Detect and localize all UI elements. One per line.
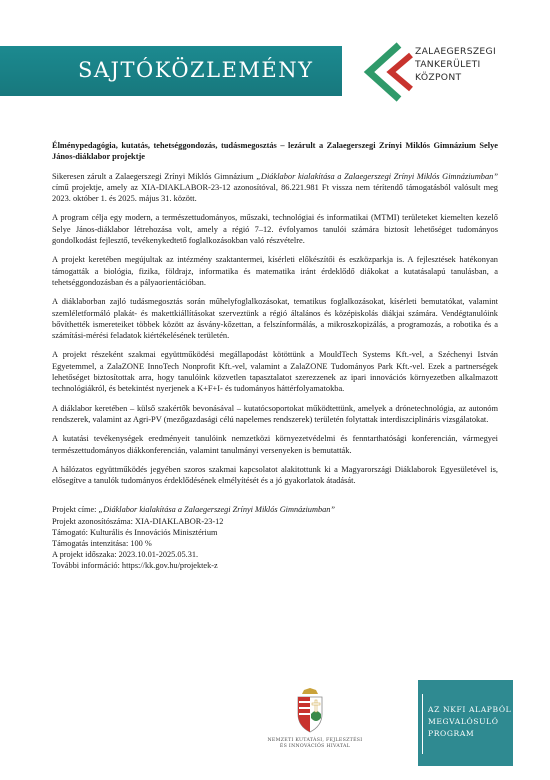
ministry-name	[240, 738, 390, 750]
page-title: SAJTÓKÖZLEMÉNY	[78, 58, 314, 82]
badge-line-3: PROGRAM	[428, 729, 475, 738]
project-metadata	[52, 504, 498, 571]
meta-period: A projekt időszaka: 2023.10.01-2025.05.31.	[52, 550, 199, 560]
intro-text-start: Sikeresen zárult a Zalaegerszegi Zrínyi Miklós Gimnázium	[52, 171, 257, 181]
meta-project-title	[52, 504, 498, 515]
paragraph: A diáklaborban zajló tudásmegosztás során műhelyfoglalkozásokat, tematikus foglalkozásokat, kísérleti bemutatókat, valamint szemléletformáló plakát- és makettkiállításokat szerveztünk a régió általános és középiskolás diákjai számára. Vendégtanulóink bővíthették ismereteiket többek között az ásvány-kőzettan, a felszínformálás, a mikroszkopizálás, a programozás, a robotika és a számítási-mérési feladatok kiértékelésének területén.	[52, 297, 498, 341]
logo-line-2: TANKERÜLETI	[415, 59, 481, 70]
organization-logo-text	[415, 45, 496, 84]
paragraph: A kutatási tevékenységek eredményeit tanulóink nemzetközi környezetvédelmi és fenntarthatósági konferencián, vármegyei természettudományos diákkonferencián, valamint tanulmányi versenyeken is bemutatták.	[52, 434, 498, 455]
ministry-line-2: ÉS INNOVÁCIÓS HIVATAL	[279, 744, 351, 749]
logo-line-3: KÖZPONT	[415, 72, 462, 83]
paragraph: A hálózatos együttműködés jegyében szoros szakmai kapcsolatot alakitottunk ki a Magyarországi Diáklaborok Egyesületével is, elősegítve a tanulók tudományos érdeklődésének elmélyítését és a jó gyakorlatok átadását.	[52, 464, 498, 486]
header	[0, 0, 550, 138]
logo-line-1: ZALAEGERSZEGI	[415, 46, 496, 57]
meta-more-info-link[interactable]: További információ: https://kk.gov.hu/projektek-z	[52, 561, 218, 571]
meta-value: „Diáklabor kialakítása a Zalaegerszegi Zrínyi Miklós Gimnáziumban”	[98, 505, 336, 515]
paragraph: A projekt keretében megújultak az intézmény szaktantermei, kísérleti előkészítői és eszközparkja is. A fejlesztések hatékonyan támogatták a biológia, fizika, földrajz, informatika és matematika iránt érdeklődő diákokat a kutatásalapú tanulásban, a tehetséggondozásban és a pályaorientációban.	[52, 255, 498, 287]
ministry-logo	[240, 688, 390, 768]
badge-divider	[422, 694, 423, 754]
badge-line-2: MEGVALÓSULÓ	[428, 717, 499, 726]
badge-text	[428, 704, 511, 740]
paragraph: A projekt részeként szakmai együttműködési megállapodást kötöttünk a MouldTech Systems Kft.-vel, a Széchenyi István Egyetemmel, a ZalaZONE InnoTech Nonprofit Kft.-vel, valamint a ZalaZONE Tudományos Park Kft.-vel. Ezek a partnerségek lehetőséget biztosítottak arra, hogy tanulóink közvetlen tapasztalatot szerezzenek az ipari innovációs környezetben alkalmazott technológiákról, és betekintést nyerjenek a K+F+I- és tudományos háttérfolyamatokba.	[52, 350, 498, 394]
meta-label: Projekt címe:	[52, 505, 99, 515]
press-release-body	[52, 140, 498, 572]
ministry-line-1: NEMZETI KUTATÁSI, FEJLESZTÉSI	[267, 738, 363, 743]
paragraph: A program célja egy modern, a természettudományos, műszaki, technológiai és informatikai (MTMI) területeket kiemelten kezelő Selye János-diáklabor létrehozása volt, amely a régió 7–12. évfolyamos tanulói számára biztosít lehetőséget tudományos gondolkodást fejlesztő, tevékenykedtető foglalkozásokban való részvételre.	[52, 213, 498, 246]
intro-text-end: című projektje, amely az XIA-DIAKLABOR-23-12 azonosítóval, 86.221.981 Ft vissza nem térítendő támogatásból valósult meg 2023. október 1. és 2025. május 31. között.	[52, 182, 498, 204]
badge-line-1: AZ NKFI ALAPBÓL	[428, 705, 512, 714]
coat-of-arms-icon	[290, 688, 330, 734]
paragraph: A diáklabor keretében – külső szakértők bevonásával – kutatócsoportokat működtettünk, amelyek a drónetechnológia, az autonóm rendszerek, valamint az Agri-PV (mezőgazdasági célú napelemes rendszerek) területén folytattak interdiszciplináris vizsgálatokat.	[52, 403, 498, 424]
nkfi-program-badge	[418, 680, 513, 766]
meta-supporter: Támogató: Kulturális és Innovációs Minisztérium	[52, 527, 218, 537]
headline: Élménypedagógia, kutatás, tehetséggondozás, tudásmegosztás – lezárult a Zalaegerszegi Zrínyi Miklós Gimnázium Selye János-diáklabor projektje	[52, 141, 498, 162]
intro-paragraph	[52, 171, 498, 205]
meta-project-id: Projekt azonosítószáma: XIA-DIAKLABOR-23-12	[52, 516, 224, 526]
meta-intensity: Támogatás intenzitása: 100 %	[52, 539, 152, 549]
tankeruleti-logo-icon	[355, 41, 415, 103]
intro-project-name: „Diáklabor kialakítása a Zalaegerszegi Zrínyi Miklós Gimnáziumban”	[256, 171, 499, 181]
